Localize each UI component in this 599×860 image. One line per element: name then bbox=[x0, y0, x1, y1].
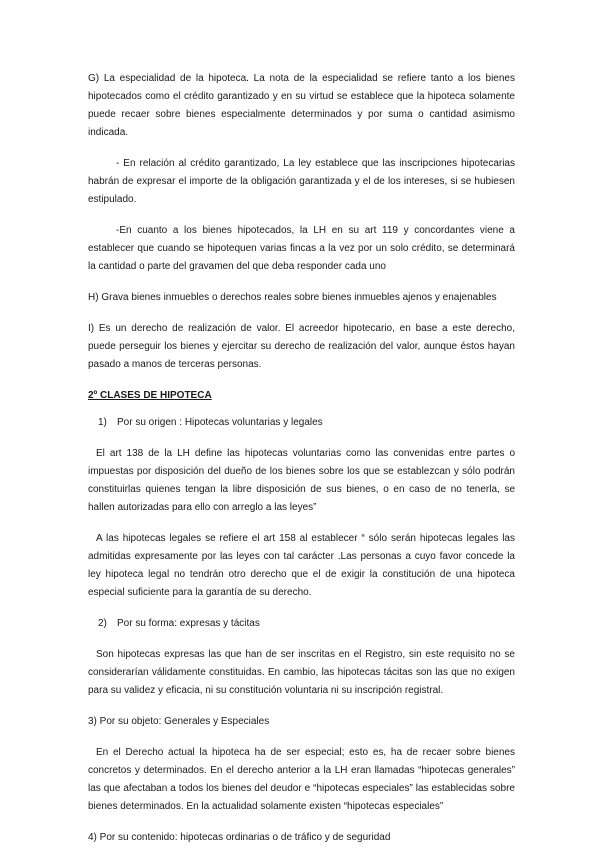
paragraph-derecho-realizacion: I) Es un derecho de realización de valor. El acreedor hipotecario, en base a este derecho, puede perseguir los bienes y ejercitar su derecho de realización del valor, aunque éstos hayan pasado a manos de terceras personas. bbox=[88, 323, 515, 370]
paragraph-grava-bienes: H) Grava bienes inmuebles o derechos reales sobre bienes inmuebles ajenos y enajenables bbox=[88, 292, 497, 303]
paragraph-voluntarias: El art 138 de la LH define las hipotecas voluntarias como las convenidas entre partes o impuestas por disposición del dueño de los bienes sobre los que se establezcan y sólo podrán constituirlas quienes tengan la libre disposición de sus bienes, o en caso de no tenerla, se hallen autorizadas para ello con arreglo a las leyes” bbox=[88, 448, 515, 513]
paragraph-especialidad: G) La especialidad de la hipoteca. La nota de la especialidad se refiere tanto a los bienes hipotecados como el crédito garantizado y en su virtud se establece que la hipoteca solamente puede recaer sobre bienes especialmente determinados y por suma o cantidad asimismo indicada. bbox=[88, 73, 515, 138]
paragraph-credito-garantizado: - En relación al crédito garantizado, La ley establece que las inscripciones hipotecarias habrán de expresar el importe de la obligación garantizada y el de los intereses, si se hubiesen estipulado. bbox=[88, 158, 515, 205]
list-item-objeto: 3) Por su objeto: Generales y Especiales bbox=[88, 716, 270, 727]
paragraph-objeto: En el Derecho actual la hipoteca ha de ser especial; esto es, ha de recaer sobre bienes concretos y determinados. En el derecho anterior a la LH eran llamadas “hipotecas generales” las que afectaban a todos los bienes del deudor e “hipotecas especiales” las establecidas sobre bienes determinados. En la actualidad solamente existen “hipotecas especiales” bbox=[88, 747, 515, 812]
document-body bbox=[88, 70, 515, 860]
list-item-text: Por su forma: expresas y tácitas bbox=[117, 618, 260, 629]
list-number: 1) bbox=[98, 417, 107, 428]
list-item-forma bbox=[88, 615, 515, 633]
list-item-text: Por su origen : Hipotecas voluntarias y legales bbox=[117, 417, 323, 428]
paragraph-expresas-tacitas: Son hipotecas expresas las que han de ser inscritas en el Registro, sin este requisito no se considerarían válidamente constituidas. En cambio, las hipotecas tácitas son las que no exigen para su validez y eficacia, ni su constitución voluntaria ni su inscripción registral. bbox=[88, 649, 515, 696]
list-item-contenido: 4) Por su contenido: hipotecas ordinarias o de tráfico y de seguridad bbox=[88, 832, 391, 843]
section-heading-clases: 2º CLASES DE HIPOTECA bbox=[88, 390, 212, 401]
paragraph-legales: A las hipotecas legales se refiere el art 158 al establecer “ sólo serán hipotecas legales las admitidas expresamente por las leyes con tal carácter .Las personas a cuyo favor concede la ley hipoteca legal no tendrán otro derecho que el de exigir la constitución de una hipoteca especial suficiente para la garantía de su derecho. bbox=[88, 533, 515, 598]
paragraph-bienes-hipotecados: -En cuanto a los bienes hipotecados, la LH en su art 119 y concordantes viene a establecer que cuando se hipotequen varias fincas a la vez por un solo crédito, se determinará la cantidad o parte del gravamen del que deba responder cada uno bbox=[88, 225, 515, 272]
list-item-origen bbox=[88, 414, 515, 432]
list-number: 2) bbox=[98, 618, 107, 629]
